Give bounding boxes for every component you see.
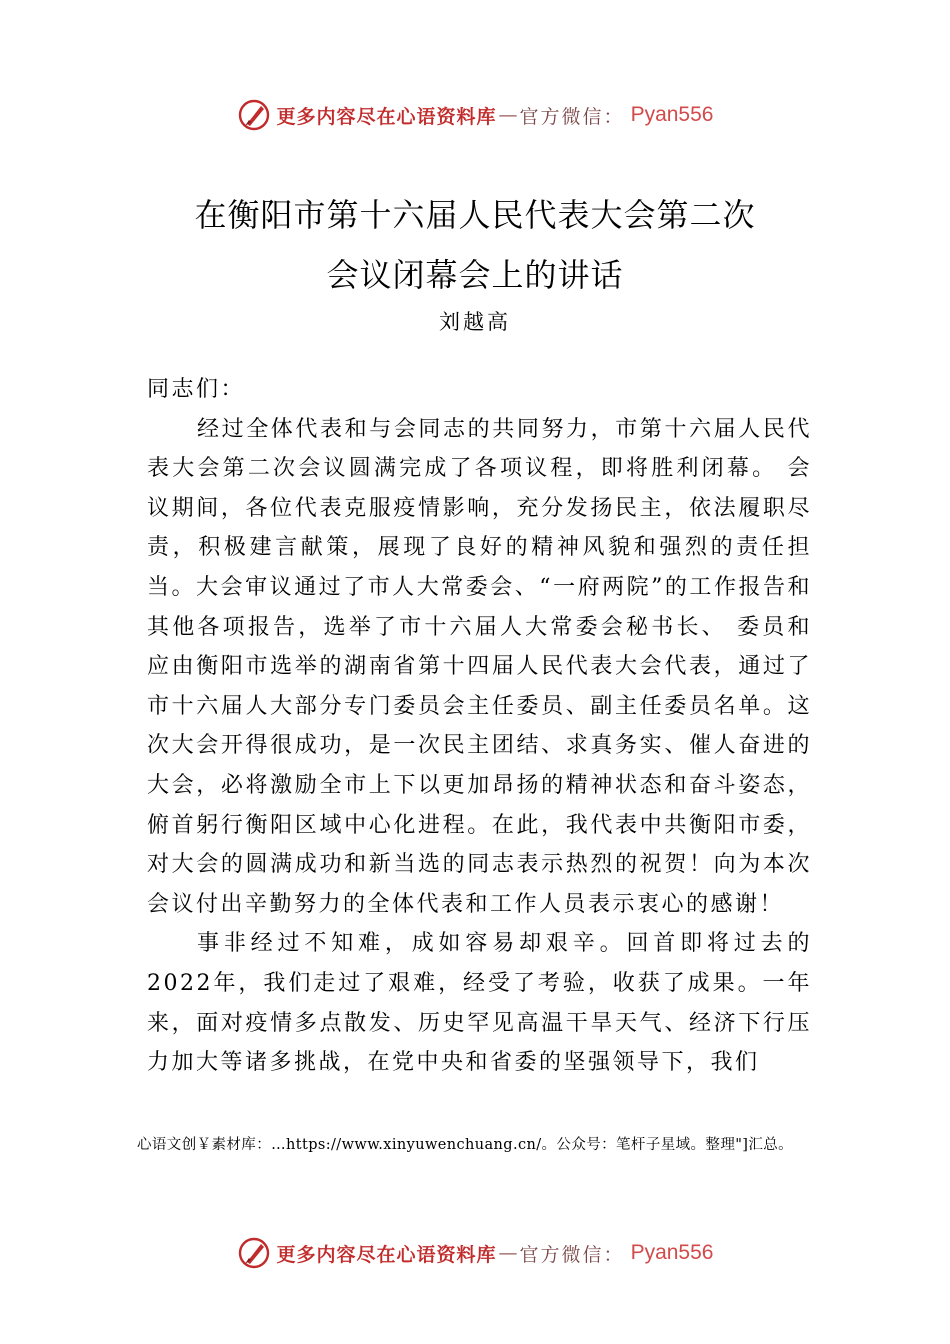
pen-nib-circle-icon	[237, 98, 271, 132]
contact-label: 官方微信：	[519, 105, 625, 128]
banner-separator: —	[498, 104, 518, 126]
author-name: 刘越高	[439, 310, 511, 334]
pen-nib-circle-icon	[237, 1236, 271, 1270]
promo-text: 更多内容尽在心语资料库	[276, 105, 497, 128]
document-body	[147, 370, 812, 1083]
document-title-line1: 在衡阳市第十六届人民代表大会第二次	[194, 196, 756, 234]
source-note: 心语文创￥素材库：…https://www.xinyuwenchuang.cn/。公众号：笔杆子星域。整理"]汇总。	[137, 1137, 794, 1153]
contact-label: 官方微信：	[519, 1243, 625, 1266]
paragraph-1: 经过全体代表和与会同志的共同努力，市第十六届人民代表大会第二次会议圆满完成了各项议程，即将胜利闭幕。 会议期间，各位代表克服疫情影响，充分发扬民主，依法履职尽责，积极建言献策，展现了良好的精神风貌和强烈的责任担当。大会审议通过了市人大常委会、“一府两院”的工作报告和其他各项报告，选举了市十六届人大常委会秘书长、 委员和应由衡阳市选举的湖南省第十四届人民代表大会代表，通过了市十六届人大部分专门委员会主任委员、副主任委员名单。这次大会开得很成功，是一次民主团结、求真务实、催人奋进的大会，必将激励全市上下以更加昂扬的精神状态和奋斗姿态，俯首躬行衡阳区域中心化进程。在此，我代表中共衡阳市委，对大会的圆满成功和新当选的同志表示热烈的祝贺！向为本次会议付出辛勤努力的全体代表和工作人员表示衷心的感谢！	[147, 416, 812, 917]
promo-text: 更多内容尽在心语资料库	[276, 1243, 497, 1266]
header-banner	[0, 95, 950, 135]
footer-banner	[0, 1233, 950, 1273]
paragraph-2: 事非经过不知难，成如容易却艰辛。回首即将过去的2022年，我们走过了艰难，经受了考验，收获了成果。一年来，面对疫情多点散发、历史罕见高温干旱天气、经济下行压力加大等诸多挑战，在党中央和省委的坚强领导下，我们	[147, 931, 812, 1076]
document-title-line2: 会议闭幕会上的讲话	[326, 256, 624, 294]
contact-id: Pyan556	[630, 1241, 714, 1264]
contact-id: Pyan556	[630, 103, 714, 126]
salutation: 同志们：	[147, 377, 246, 402]
banner-separator: —	[498, 1242, 518, 1264]
